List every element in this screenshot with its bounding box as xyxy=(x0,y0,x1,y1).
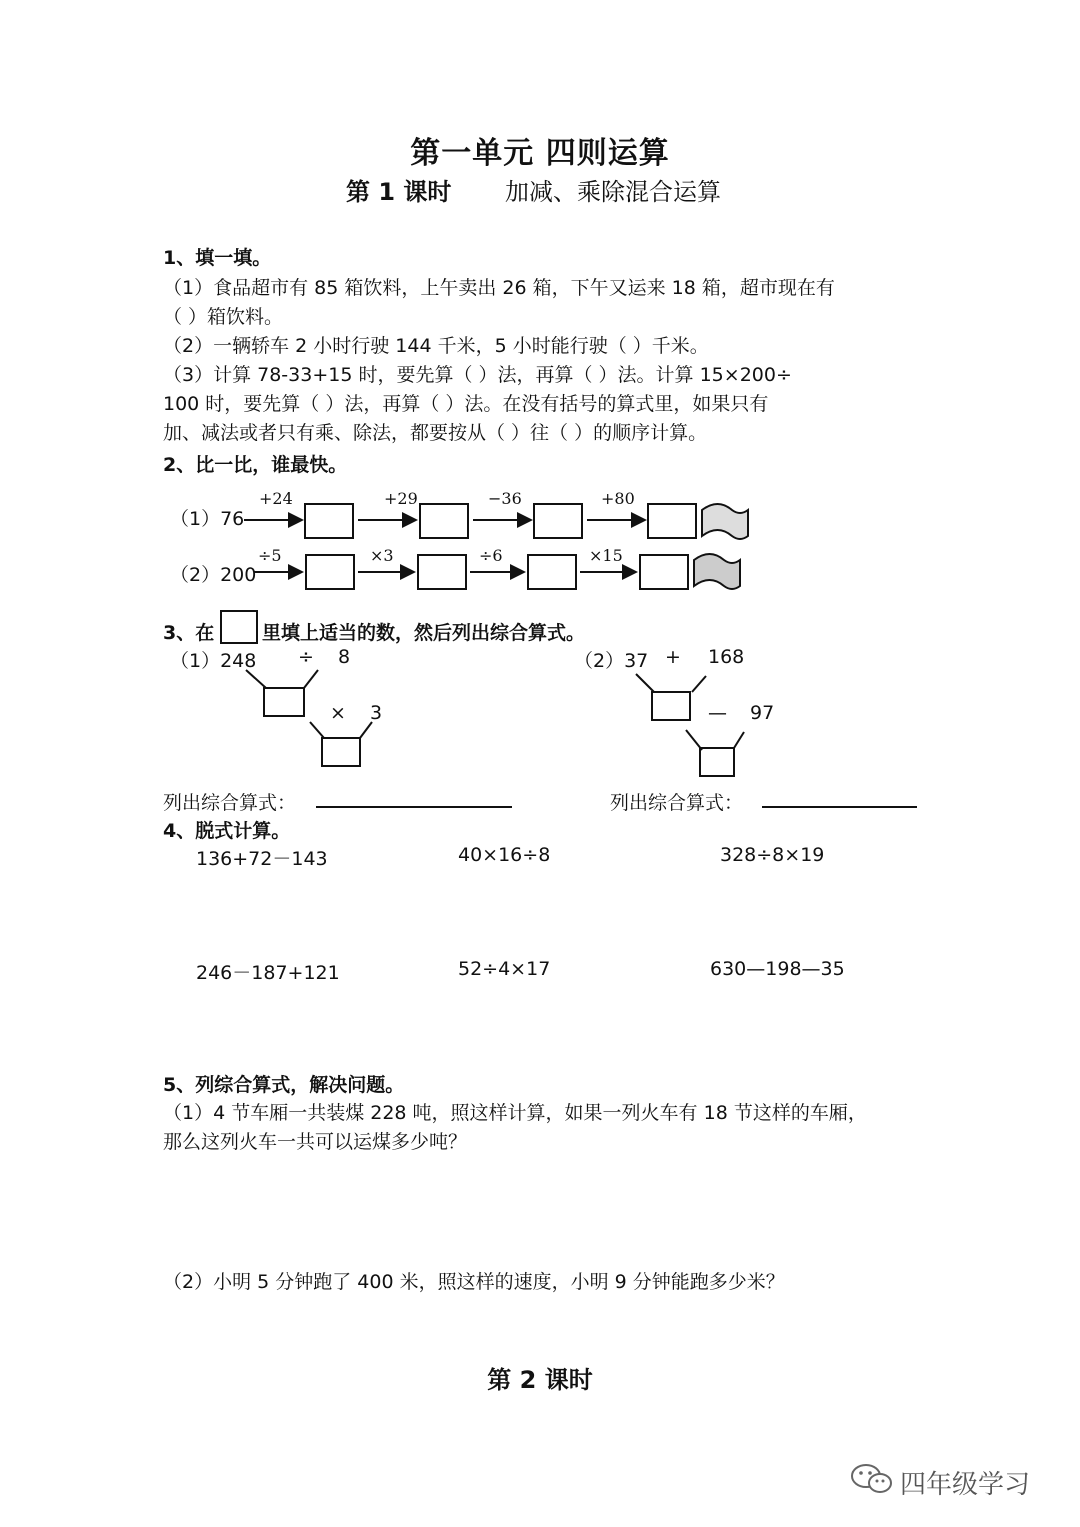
q2-heading: 2、比一比，谁最快。 xyxy=(163,454,348,476)
unit-title: 第一单元 四则运算 xyxy=(410,136,670,171)
q1-item3-line2: 100 时，要先算（ ）法，再算（ ）法。在没有括号的算式里，如果只有 xyxy=(163,393,769,415)
q3-heading-post: 里填上适当的数，然后列出综合算式。 xyxy=(262,622,586,644)
q2-row2-op3: ÷6 xyxy=(479,546,503,565)
finish-flag-icon xyxy=(702,504,748,539)
wechat-icon xyxy=(850,1462,894,1503)
q4-heading: 4、脱式计算。 xyxy=(163,820,291,842)
q1-item3-line1: （3）计算 78-33+15 时，要先算（ ）法，再算（ ）法。计算 15×200÷ xyxy=(163,364,792,386)
lesson-2-label: 第 2 课时 xyxy=(487,1366,593,1394)
q3-p2-num: 168 xyxy=(708,646,745,668)
q1-item1-line2: （ ）箱饮料。 xyxy=(163,306,284,328)
q3-p1-op2: × xyxy=(330,702,346,724)
q3-formula-line-2[interactable] xyxy=(762,806,917,808)
q4-expr-5: 52÷4×17 xyxy=(458,958,551,980)
q2-row1-op3: −36 xyxy=(488,489,522,508)
q2-row2-op1: ÷5 xyxy=(258,546,282,565)
lesson-1-topic: 加减、乘除混合运算 xyxy=(505,178,721,206)
q3-heading-pre: 3、在 xyxy=(163,622,215,644)
q3-heading-box xyxy=(220,610,258,644)
q2-row1-label: （1）76 xyxy=(170,508,245,530)
q2-row2-label: （2）200 xyxy=(170,564,257,586)
q3-p2-op: + xyxy=(665,646,681,668)
q4-expr-4: 246－187+121 xyxy=(196,962,340,984)
q5-item1-line1: （1）4 节车厢一共装煤 228 吨，照这样计算，如果一列火车有 18 节这样的车厢， xyxy=(163,1102,867,1124)
q3-p2-label: （2）37 xyxy=(574,650,649,672)
q2-row1-op1: +24 xyxy=(259,489,293,508)
q3-p1-op: ÷ xyxy=(298,646,314,668)
q4-expr-6: 630—198—35 xyxy=(710,958,845,980)
finish-flag-icon xyxy=(694,554,740,589)
q3-p2-num2: 97 xyxy=(750,702,775,724)
q4-expr-2: 40×16÷8 xyxy=(458,844,551,866)
q2-row1-op4: +80 xyxy=(601,489,635,508)
q3-p2-op2: — xyxy=(708,702,727,724)
q1-item1-line1: （1）食品超市有 85 箱饮料，上午卖出 26 箱，下午又运来 18 箱，超市现在有 xyxy=(163,277,835,299)
q5-item2: （2）小明 5 分钟跑了 400 米，照这样的速度，小明 9 分钟能跑多少米？ xyxy=(163,1271,785,1293)
q4-expr-3: 328÷8×19 xyxy=(720,844,825,866)
q1-heading: 1、填一填。 xyxy=(163,247,272,269)
q2-row1-op2: +29 xyxy=(384,489,418,508)
q2-row2-chain xyxy=(250,544,770,604)
watermark xyxy=(850,1462,1030,1503)
q3-p2-tree xyxy=(630,670,770,790)
q2-row2-op4: ×15 xyxy=(589,546,623,565)
q4-expr-1: 136+72－143 xyxy=(196,848,328,870)
q3-formula-label-1: 列出综合算式： xyxy=(163,792,297,814)
lesson-1-label: 第 1 课时 xyxy=(346,178,452,206)
q1-item3-line3: 加、减法或者只有乘、除法，都要按从（ ）往（ ）的顺序计算。 xyxy=(163,422,708,444)
q3-p1-num2: 3 xyxy=(370,702,383,724)
q3-p1-num: 8 xyxy=(338,646,351,668)
q5-heading: 5、列综合算式，解决问题。 xyxy=(163,1074,405,1096)
q3-formula-line-1[interactable] xyxy=(316,806,512,808)
q5-item1-line2: 那么这列火车一共可以运煤多少吨？ xyxy=(163,1131,468,1153)
q2-row2-op2: ×3 xyxy=(370,546,394,565)
watermark-text: 四年级学习 xyxy=(900,1470,1031,1500)
q3-formula-label-2: 列出综合算式： xyxy=(610,792,744,814)
q3-p1-label: （1）248 xyxy=(170,650,257,672)
q1-item2: （2）一辆轿车 2 小时行驶 144 千米，5 小时能行驶（ ）千米。 xyxy=(163,335,709,357)
